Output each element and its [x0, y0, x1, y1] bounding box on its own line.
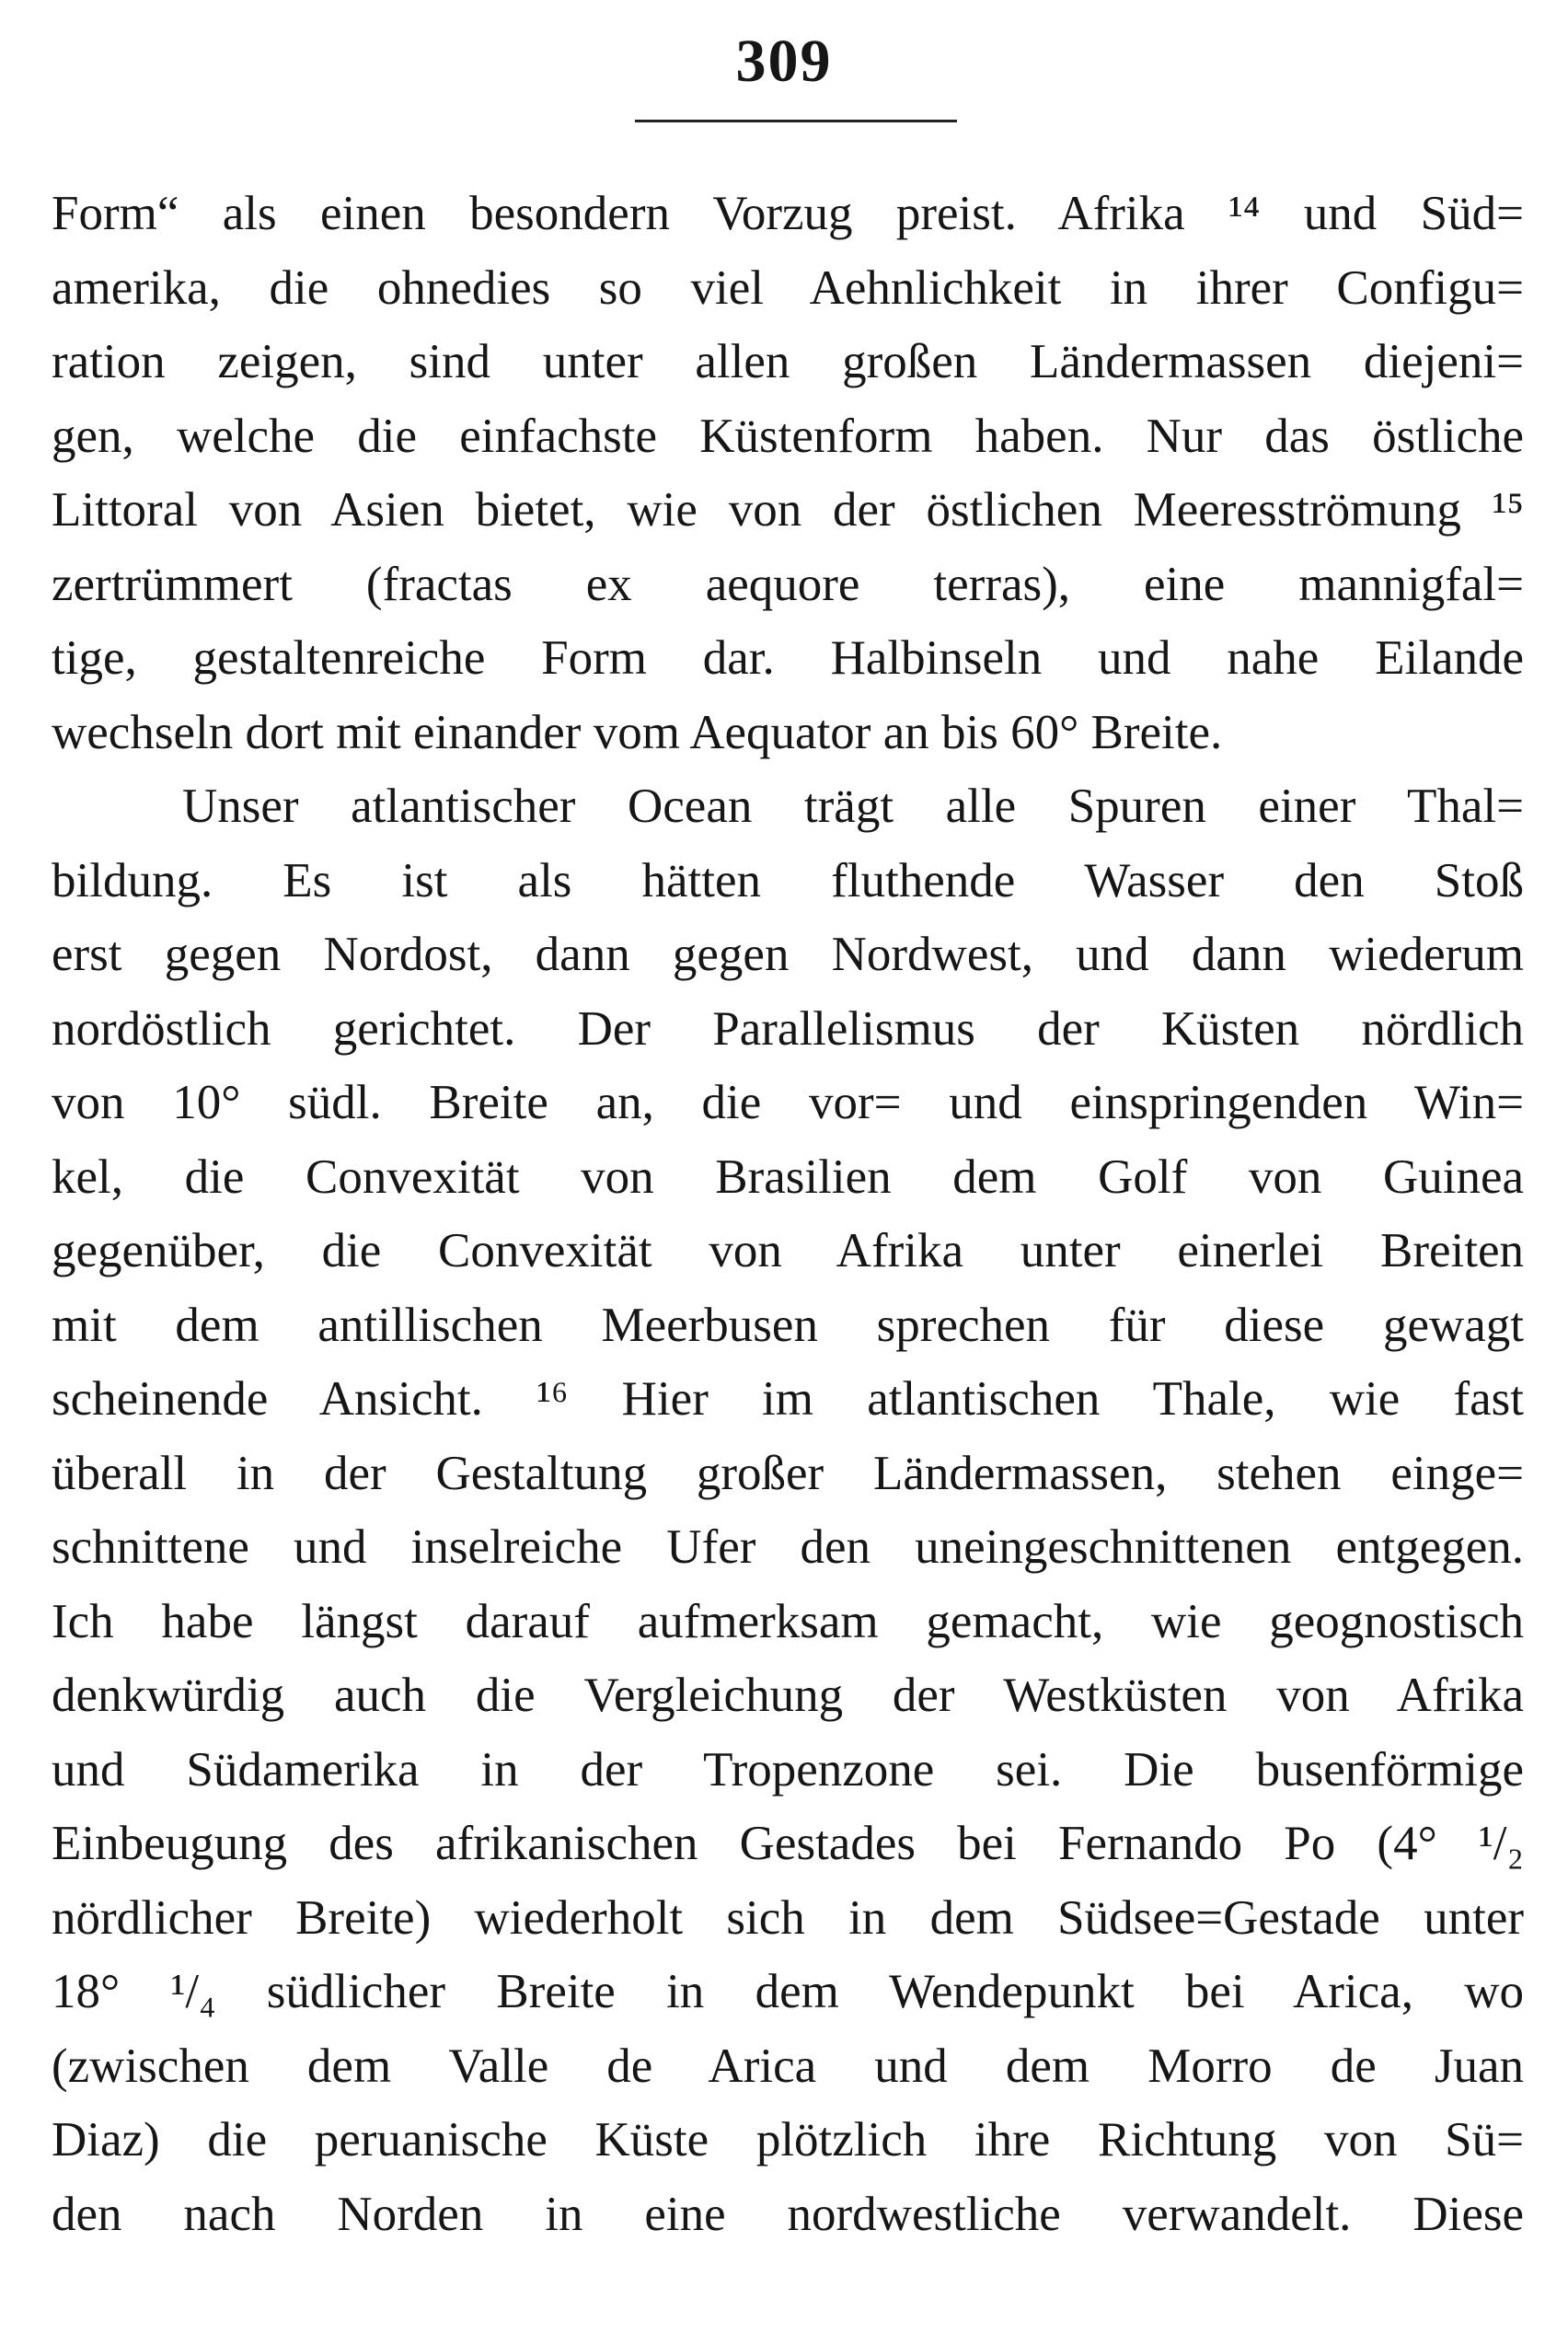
- text-line: ration zeigen, sind unter allen großen Ländermassen diejeni=: [52, 335, 1524, 388]
- text-line: kel, die Convexität von Brasilien dem Golf von Guinea: [52, 1150, 1524, 1204]
- text-line: den nach Norden in eine nordwestliche verwandelt. Diese: [52, 2187, 1524, 2241]
- text-line: und Südamerika in der Tropenzone sei. Die busenförmige: [52, 1742, 1524, 1797]
- text-line: denkwürdig auch die Vergleichung der Westküsten von Afrika: [52, 1669, 1524, 1722]
- text-line: erst gegen Nordost, dann gegen Nordwest, und dann wiederum: [52, 928, 1524, 981]
- text-line: zertrümmert (fractas ex aequore terras), eine mannigfal=: [52, 557, 1524, 611]
- text-line: wechseln dort mit einander vom Aequator an bis 60° Breite.: [52, 705, 1223, 759]
- text-line: Littoral von Asien bietet, wie von der östlichen Meeresströmung ¹⁵: [52, 483, 1524, 537]
- text-line: Einbeugung des afrikanischen Gestades bei Fernando Po (4° ¹/₂: [52, 1817, 1524, 1870]
- page-number: 309: [735, 28, 833, 95]
- text-line: scheinende Ansicht. ¹⁶ Hier im atlantischen Thale, wie fast: [52, 1372, 1524, 1426]
- text-line: amerika, die ohnedies so viel Aehnlichkeit in ihrer Configu=: [52, 260, 1524, 315]
- text-line-paragraph-start: Unser atlantischer Ocean trägt alle Spuren einer Thal=: [182, 780, 1524, 833]
- header-rule: [635, 120, 957, 122]
- text-line: überall in der Gestaltung großer Ländermassen, stehen einge=: [52, 1446, 1524, 1500]
- text-line: (zwischen dem Valle de Arica und dem Morro de Juan: [52, 2039, 1524, 2093]
- text-line: nordöstlich gerichtet. Der Parallelismus der Küsten nördlich: [52, 1001, 1524, 1056]
- text-line: Form“ als einen besondern Vorzug preist. Afrika ¹⁴ und Süd=: [52, 187, 1524, 240]
- text-line: Ich habe längst darauf aufmerksam gemacht, wie geognostisch: [52, 1594, 1524, 1648]
- text-line: von 10° südl. Breite an, die vor= und einspringenden Win=: [52, 1076, 1524, 1129]
- text-line: bildung. Es ist als hätten fluthende Wasser den Stoß: [52, 853, 1524, 907]
- text-line: Diaz) die peruanische Küste plötzlich ihre Richtung von Sü=: [52, 2113, 1524, 2166]
- text-line: gen, welche die einfachste Küstenform haben. Nur das östliche: [52, 409, 1524, 463]
- text-line: gegenüber, die Convexität von Afrika unter einerlei Breiten: [52, 1224, 1524, 1277]
- text-line: schnittene und inselreiche Ufer den uneingeschnittenen entgegen.: [52, 1520, 1524, 1574]
- text-line: nördlicher Breite) wiederholt sich in dem Südsee=Gestade unter: [52, 1890, 1524, 1945]
- text-line: 18° ¹/₄ südlicher Breite in dem Wendepunkt bei Arica, wo: [52, 1965, 1524, 2018]
- text-line: mit dem antillischen Meerbusen sprechen für diese gewagt: [52, 1298, 1524, 1352]
- body-text: [52, 177, 1524, 2251]
- text-line: tige, gestaltenreiche Form dar. Halbinseln und nahe Eilande: [52, 631, 1524, 685]
